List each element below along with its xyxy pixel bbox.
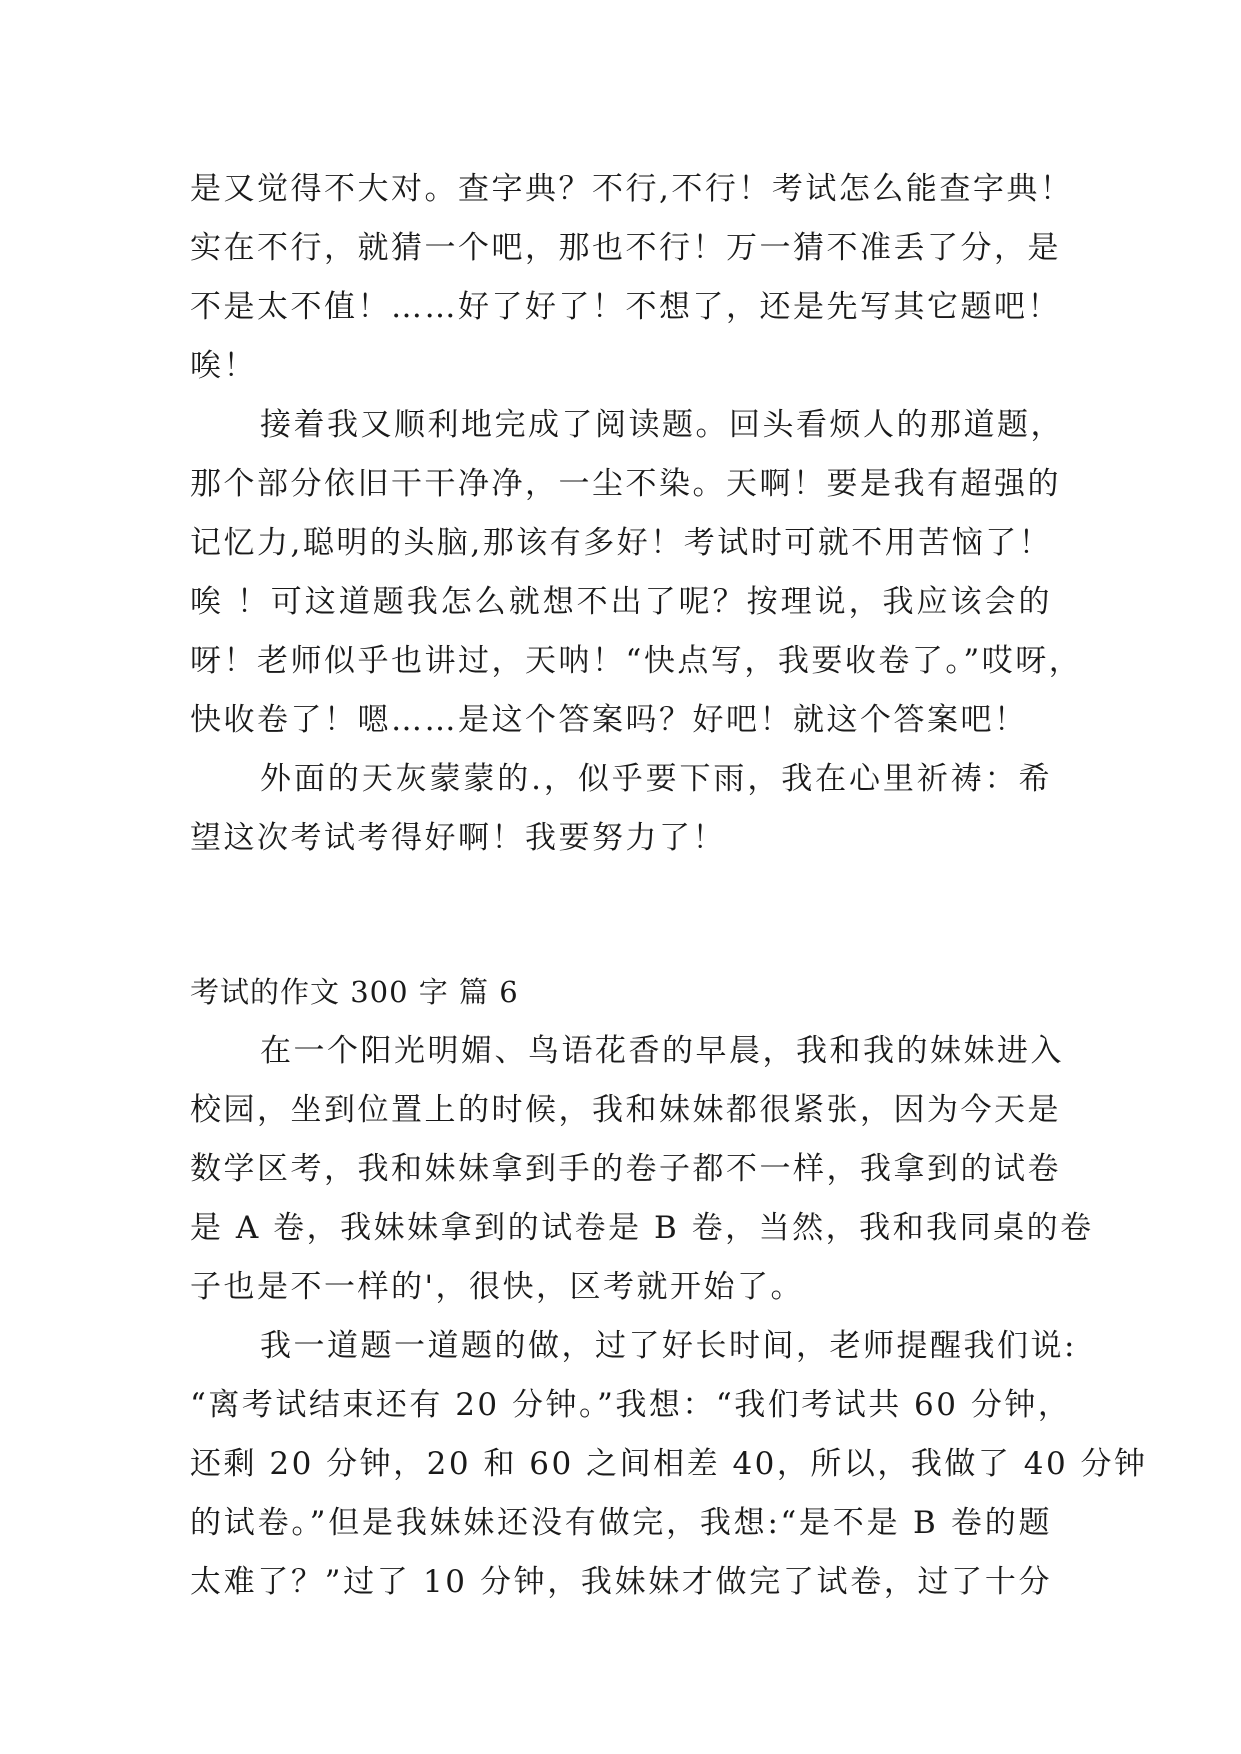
- text-line: 不是太不值！……好了好了！不想了，还是先写其它题吧！: [190, 289, 1061, 325]
- text-line: 呀！老师似乎也讲过，天呐！“快点写，我要收卷了。”哎呀，: [190, 643, 1083, 679]
- text-line: 在一个阳光明媚、鸟语花香的早晨，我和我的妹妹进入: [260, 1033, 1064, 1069]
- text-line: 太难了？”过了 10 分钟，我妹妹才做完了试卷，过了十分: [190, 1564, 1052, 1600]
- paragraph: [190, 160, 1074, 396]
- paragraph: [190, 1022, 1094, 1317]
- text-line: “离考试结束还有 20 分钟。”我想：“我们考试共 60 分钟，: [190, 1387, 1072, 1423]
- text-line: 是又觉得不大对。查字典？不行,不行！考试怎么能查字典！: [190, 171, 1074, 207]
- paragraph: [190, 1317, 1148, 1612]
- text-line: 我一道题一道题的做，过了好长时间，老师提醒我们说:: [260, 1328, 1077, 1364]
- text-line: 实在不行，就猜一个吧，那也不行！万一猜不准丢了分，是: [190, 230, 1061, 266]
- text-line: 唉 ！可这道题我怎么就想不出了呢？按理说，我应该会的: [190, 584, 1052, 620]
- text-line: 记忆力,聪明的头脑,那该有多好！考试时可就不用苦恼了！: [190, 525, 1053, 561]
- text-line: 子也是不一样的'，很快，区考就开始了。: [190, 1269, 805, 1305]
- section-heading: 考试的作文 300 字 篇 6: [190, 975, 519, 1009]
- text-line: 唉！: [190, 348, 257, 384]
- text-line: 校园，坐到位置上的时候，我和妹妹都很紧张，因为今天是: [190, 1092, 1061, 1128]
- text-line: 接着我又顺利地完成了阅读题。回头看烦人的那道题，: [260, 407, 1064, 443]
- text-line: 还剩 20 分钟，20 和 60 之间相差 40，所以，我做了 40 分钟: [190, 1446, 1148, 1482]
- paragraph: [190, 750, 1052, 868]
- text-line: 望这次考试考得好啊！我要努力了！: [190, 820, 726, 856]
- text-line: 数学区考，我和妹妹拿到手的卷子都不一样，我拿到的试卷: [190, 1151, 1061, 1187]
- section-gap: [190, 868, 1052, 963]
- text-line: 快收卷了！嗯……是这个答案吗？好吧！就这个答案吧！: [190, 702, 1028, 738]
- text-line: 是 A 卷，我妹妹拿到的试卷是 B 卷，当然，我和我同桌的卷: [190, 1210, 1094, 1246]
- document-page: [190, 160, 1148, 1612]
- text-line: 外面的天灰蒙蒙的.，似乎要下雨，我在心里祈祷：希: [260, 761, 1052, 797]
- paragraph: [190, 396, 1083, 750]
- text-line: 的试卷。”但是我妹妹还没有做完，我想:“是不是 B 卷的题: [190, 1505, 1052, 1541]
- text-line: 那个部分依旧干干净净，一尘不染。天啊！要是我有超强的: [190, 466, 1061, 502]
